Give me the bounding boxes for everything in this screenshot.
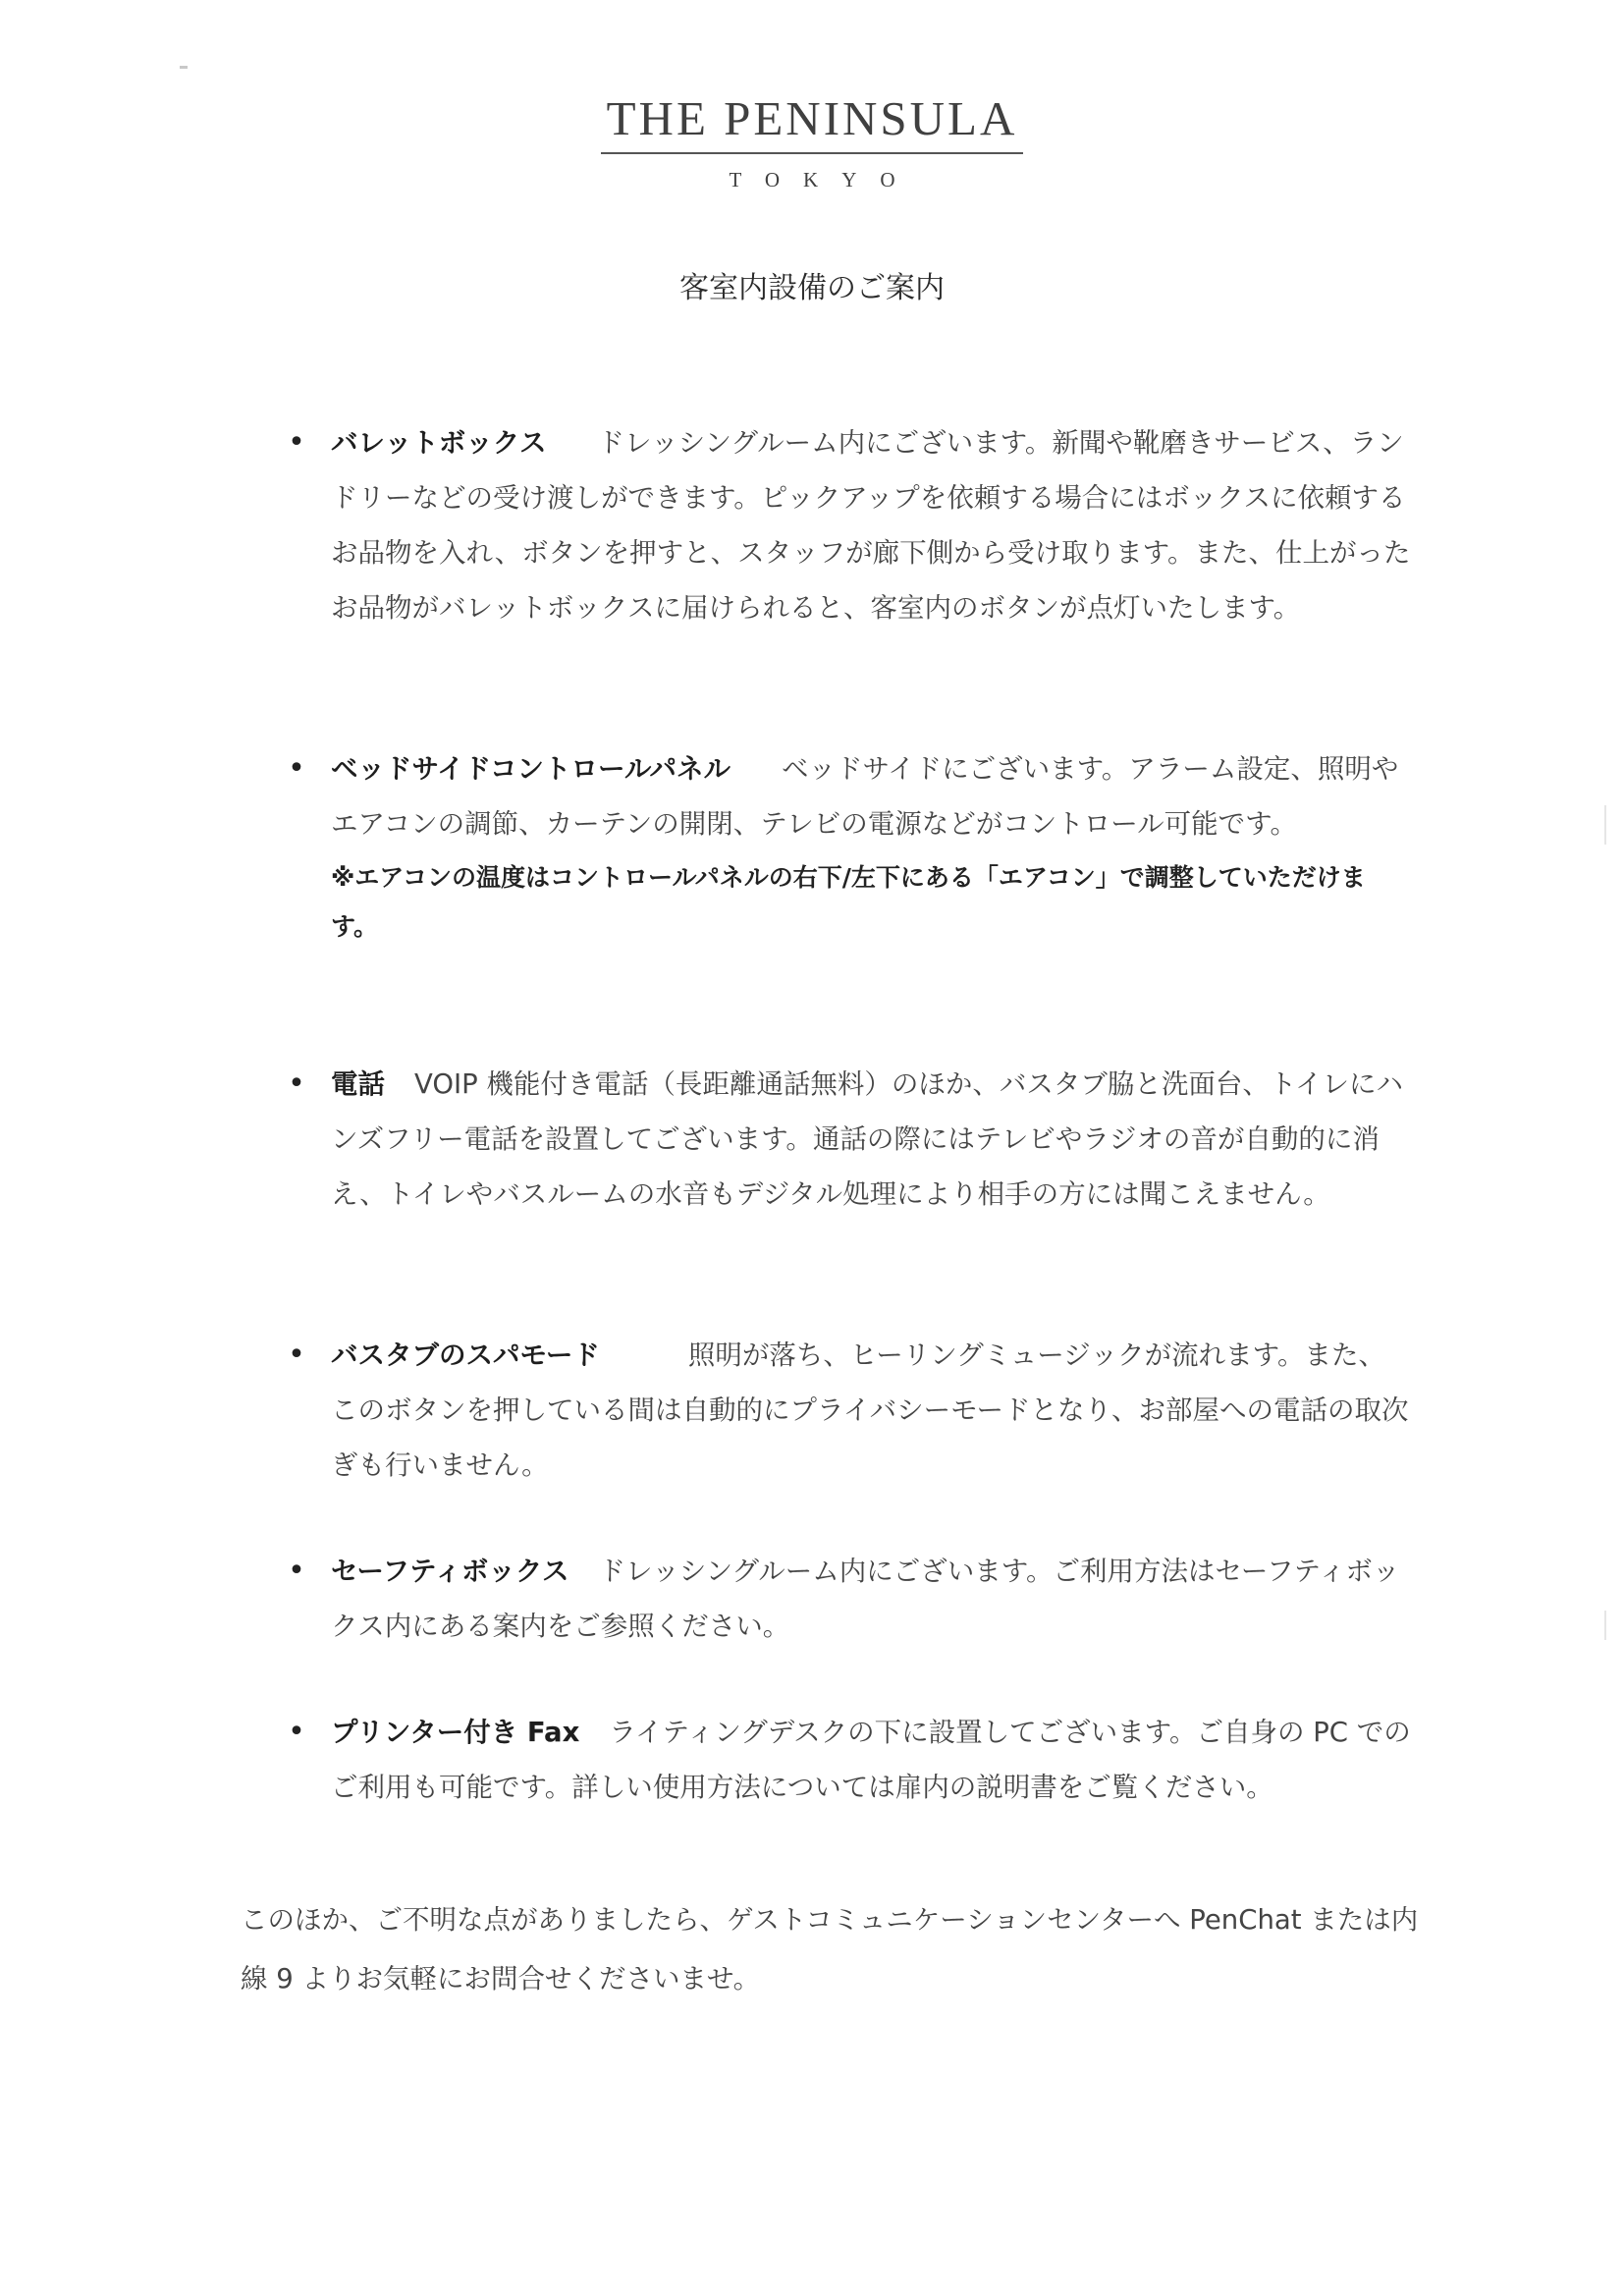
item-title: バスタブのスパモード [331,1339,600,1371]
item-title: プリンター付き Fax [331,1717,580,1748]
item-body: ライティングデスクの下に設置してございます。ご自身の PC でのご利用も可能です。詳しい使用方法については扉内の説明書をご覧ください。 [331,1717,1411,1803]
hotel-name: THE PENINSULA [601,90,1024,154]
scan-artifact [1604,1611,1606,1640]
hotel-logo [0,90,1624,192]
item-title: ベッドサイドコントロールパネル [331,753,731,785]
item-title: セーフティボックス [331,1556,569,1587]
scan-artifact [180,66,188,69]
item-body: VOIP 機能付き電話（長距離通話無料）のほか、バスタブ脇と洗面台、トイレにハンズフリー電話を設置してございます。通話の際にはテレビやラジオの音が自動的に消え、トイレやバスルームの水音もデジタル処理により相手の方には聞こえません。 [331,1068,1404,1210]
item-body: ドレッシングルーム内にございます。ご利用方法はセーフティボックス内にある案内をご参照ください。 [331,1556,1400,1642]
list-item-printer-fax [288,1705,1411,1815]
hotel-city: TOKYO [729,168,919,191]
scan-artifact [1604,805,1606,845]
list-item-valet-box [288,415,1411,635]
bullet-icon: • [288,1338,305,1372]
list-item-safety-box [288,1544,1411,1654]
item-body: ドレッシングルーム内にございます。新聞や靴磨きサービス、ランドリーなどの受け渡しができます。ピックアップを依頼する場合にはボックスに依頼するお品物を入れ、ボタンを押すと、スタッフが廊下側から受け取ります。また、仕上がったお品物がバレットボックスに届けられると、客室内のボタンが点灯いたします。 [331,427,1411,624]
item-title: 電話 [331,1068,385,1100]
item-body: ベッドサイドにございます。アラーム設定、照明やエアコンの調節、カーテンの開閉、テレビの電源などがコントロール可能です。 [331,753,1399,840]
page-title: 客室内設備のご案内 [679,271,945,305]
item-title: バレットボックス [331,427,547,459]
list-item-spa-mode [288,1328,1411,1493]
bullet-icon: • [288,1715,305,1749]
bullet-icon: • [288,1554,305,1588]
bullet-icon: • [288,1066,305,1101]
list-item-telephone [288,1057,1411,1222]
item-body: 照明が落ち、ヒーリングミュージックが流れます。また、このボタンを押している間は自動的にプライバシーモードとなり、お部屋への電話の取次ぎも行いません。 [331,1339,1409,1481]
bullet-icon: • [288,425,305,460]
bullet-icon: • [288,751,305,786]
closing-paragraph: このほか、ご不明な点がありましたら、ゲストコミュニケーションセンターへ PenChat または内線 9 よりお気軽にお問合せくださいませ。 [241,1904,1419,1995]
list-item-bedside-panel [288,741,1411,952]
item-note: ※エアコンの温度はコントロールパネルの右下/左下にある「エアコン」で調整していただけます。 [331,863,1366,941]
